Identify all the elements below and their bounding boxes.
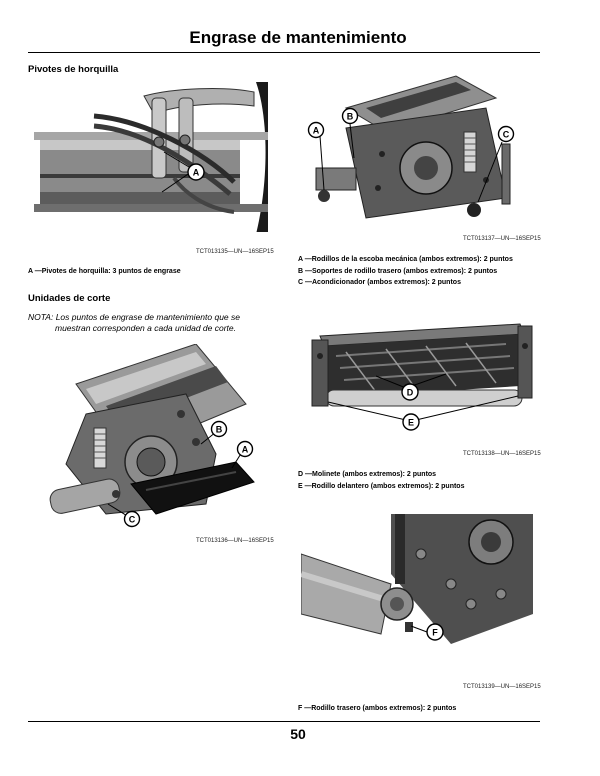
caption-b-soportes: B —Soportes de rodillo trasero (ambos extremos): 2 puntos [298,267,498,275]
caption-e-rodillo-delantero: E —Rodillo delantero (ambos extremos): 2 puntos [298,482,465,490]
svg-text:D: D [406,387,414,398]
svg-text:F: F [432,627,438,638]
caption-f-rodillo-trasero: F —Rodillo trasero (ambos extremos): 2 puntos [298,705,457,712]
caption-a-escoba: A —Rodillos de la escoba mecánica (ambos extremos): 2 puntos [298,256,513,263]
figure-ref: TCT013135—UN—16SEP15 [196,249,274,255]
svg-text:B: B [346,111,354,122]
broom-conditioner-illustration [306,68,540,234]
note-line-1: NOTA: Los puntos de engrase de mantenimiento que se [28,312,240,322]
svg-text:E: E [407,417,415,428]
figure-ref: TCT013136—UN—16SEP15 [196,538,274,544]
page-number: 50 [290,726,306,742]
figure-rodillo-trasero [301,514,533,664]
cutting-unit-illustration [46,344,266,534]
header-rule [28,52,540,53]
figure-ref: TCT013137—UN—16SEP15 [463,236,541,242]
section-heading-pivotes: Pivotes de horquilla [28,64,119,75]
caption-list-fig4 [298,469,464,492]
caption-d-molinete: D —Molinete (ambos extremos): 2 puntos [298,471,437,478]
note-line-2: muestran corresponden a cada unidad de corte. [55,323,236,333]
caption-a-pivotes: A —Pivotes de horquilla: 3 puntos de engrase [28,268,181,275]
page-title: Engrase de mantenimiento [189,28,407,47]
caption-c-acondicionador: C —Acondicionador (ambos extremos): 2 puntos [298,279,461,286]
figure-escoba-acondicionador [306,68,540,234]
rear-roller-illustration [301,514,533,664]
svg-text:C: C [502,129,510,140]
pivot-illustration [34,82,268,247]
svg-text:A: A [312,125,320,136]
svg-text:A: A [192,167,200,178]
figure-unidad-corte [46,344,266,534]
reel-roller-illustration [306,316,540,436]
footer-rule [28,721,540,722]
caption-list-fig3 [298,254,513,289]
svg-text:C: C [128,514,136,525]
figure-ref: TCT013139—UN—16SEP15 [463,684,541,690]
maintenance-note [28,312,278,334]
svg-text:B: B [215,424,223,435]
figure-molinete-rodillo [306,316,540,436]
figure-ref: TCT013138—UN—16SEP15 [463,451,541,457]
section-heading-unidades: Unidades de corte [28,293,111,304]
figure-pivotes-horquilla [34,82,268,247]
svg-text:A: A [241,444,249,455]
